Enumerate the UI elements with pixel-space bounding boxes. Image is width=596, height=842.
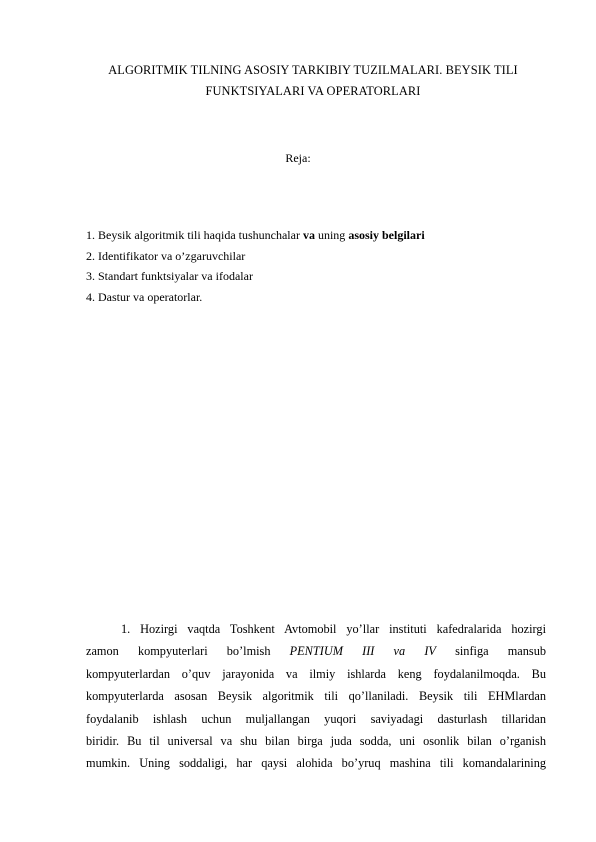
plan-item-1-bold-va: va [302,228,315,242]
body-line-7: mumkin. Uning soddaligi, har qaysi alohida bo’yruq mashina tili komandalarining [86,756,546,771]
body-paragraph [86,618,546,775]
plan-item-2: 2. Identifikator va o’zgaruvchilar [86,248,246,263]
plan-item-1-bold-belgilari: asosiy belgilari [348,228,425,242]
plan-list [86,225,425,307]
body-line-1: 1. Hozirgi vaqtda Toshkent Avtomobil yo’llar instituti kafedralarida hozirgi [121,622,546,636]
plan-heading: Reja: [285,151,311,165]
title-line-1: ALGORITMIK TILNING ASOSIY TARKIBIY TUZILMALARI. BEYSIK TILI [108,63,518,77]
body-line-2-pre: zamon kompyuterlari bo’lmish [86,644,290,659]
title-line-2: FUNKTSIYALARI VA OPERATORLARI [205,84,421,98]
body-line-2-post: sinfiga mansub [435,644,546,659]
plan-item-1 [86,225,425,246]
plan-item-3: 3. Standart funktsiyalar va ifodalar [86,269,253,283]
body-line-4: kompyuterlarda asosan Beysik algoritmik tili qo’llaniladi. Beysik tili EHMlardan [86,689,546,704]
plan-item-4: 4. Dastur va operatorlar. [86,289,203,304]
body-line-5: foydalanib ishlash uchun muljallangan yuqori saviyadagi dasturlash tillaridan [86,711,546,726]
body-line-3: kompyuterlardan o’quv jarayonida va ilmiy ishlarda keng foydalanilmoqda. Bu [86,666,546,681]
body-line-6: biridir. Bu til universal va shu bilan birga juda sodda, uni osonlik bilan o’rganish [86,734,546,749]
body-line-2 [86,640,546,662]
plan-item-1-mid: uning [314,228,349,242]
plan-item-1-text: 1. Beysik algoritmik tili haqida tushunchalar [86,228,303,242]
document-title [70,60,556,102]
body-line-2-italic: PENTIUM III va IV [289,644,436,659]
